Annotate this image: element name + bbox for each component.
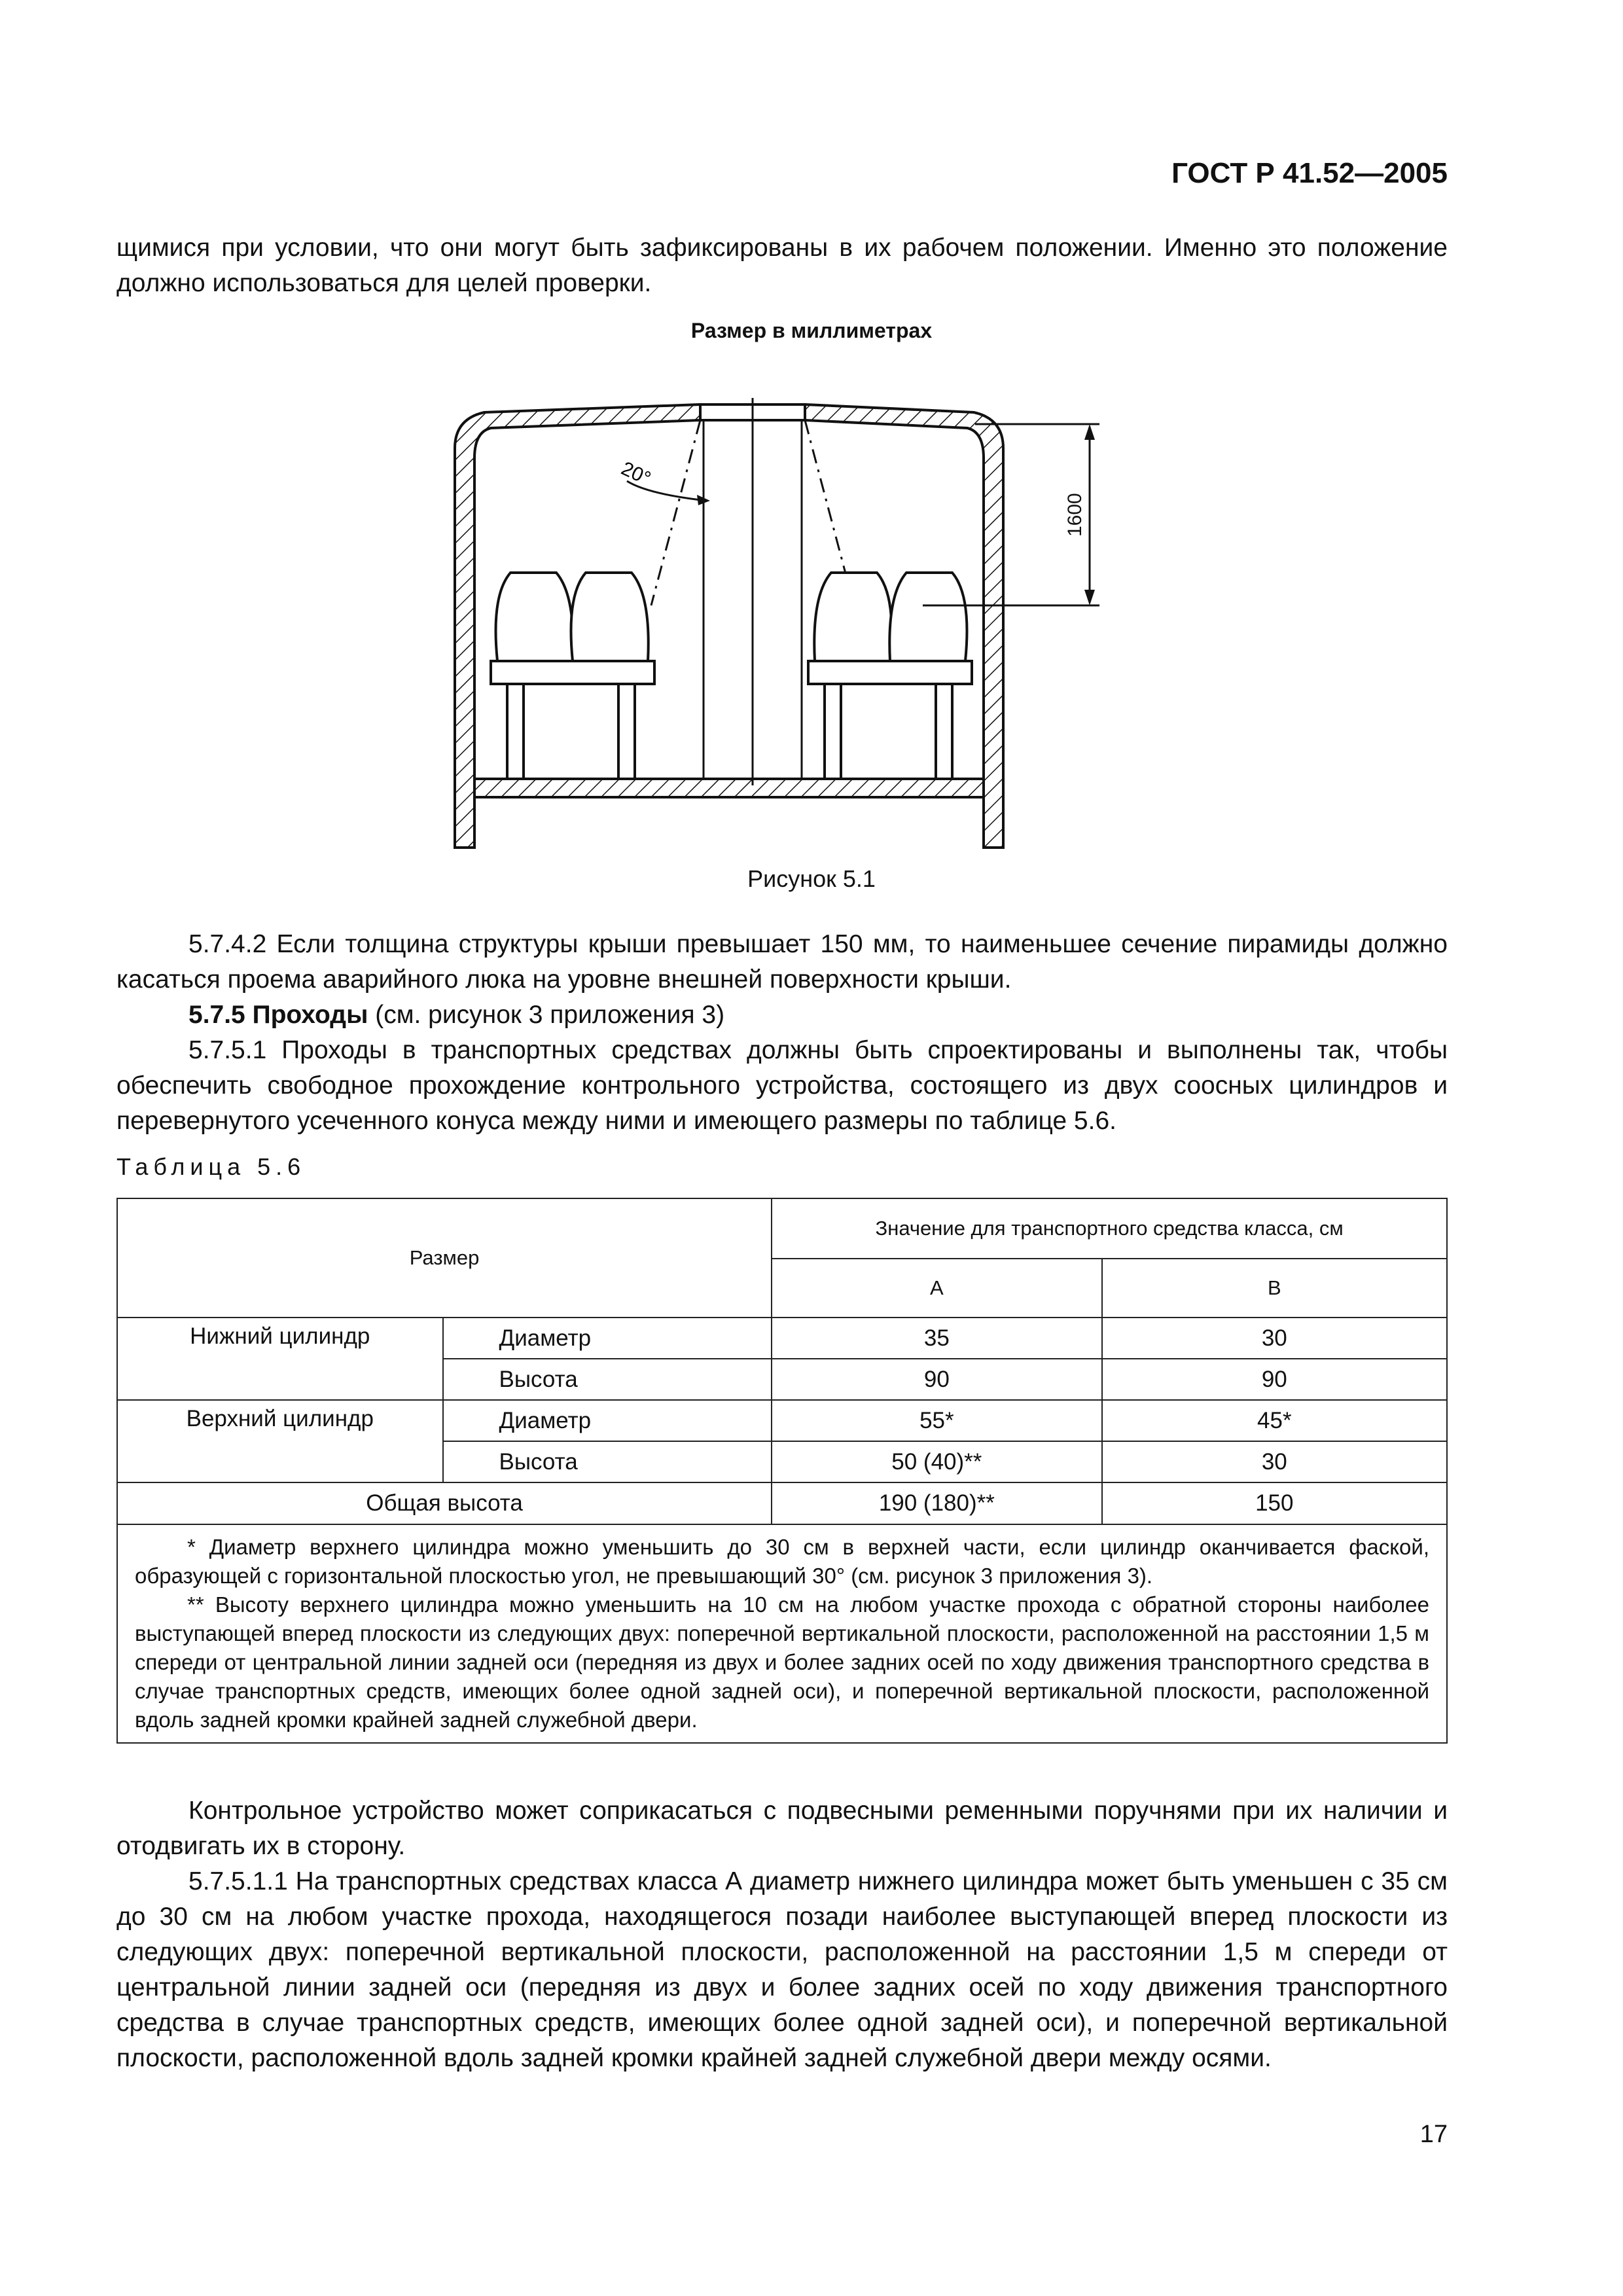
table-note-2: ** Высоту верхнего цилиндра можно уменьшить на 10 см на любом участке прохода с обратной стороны наиболее выступающей вперед плоскости из следующих двух: поперечной вертикальной плоскости, расположенной на расстоянии 1,5 м спереди от центральной линии задней оси (передняя из двух и более задних осей по ходу движения транспортного средства в случае транспортных средств, имеющих более одной задней оси), и поперечной вертикальной плоскости, расположенной вдоль задней кромки крайней задней служебной двери. [135, 1592, 1429, 1732]
table-notes [117, 1524, 1447, 1743]
row-value-a: 90 [772, 1359, 1101, 1400]
section-5-7-5-ref: (см. рисунок 3 приложения 3) [368, 1001, 725, 1029]
table-total-row [117, 1482, 1447, 1524]
table-label: Таблица 5.6 [116, 1153, 306, 1180]
row-value-a: 50 (40)** [772, 1441, 1101, 1482]
dimensions-table [116, 1198, 1448, 1744]
row-group: Нижний цилиндр [117, 1318, 443, 1400]
row-param: Диаметр [443, 1400, 772, 1441]
header-size: Размер [117, 1198, 772, 1318]
row-value-b: 45* [1102, 1400, 1447, 1441]
section-5-7-4-2: 5.7.4.2 Если толщина структуры крыши превышает 150 мм, то наименьшее сечение пирамиды должно касаться проема аварийного люка на уровне внешней поверхности крыши. [116, 930, 1448, 994]
section-5-7-5-1: 5.7.5.1 Проходы в транспортных средствах должны быть спроектированы и выполнены так, чтобы обеспечить свободное прохождение контрольного устройства, состоящего из двух соосных цилиндров и перевернутого усеченного конуса между ними и имеющего размеры по таблице 5.6. [116, 1036, 1448, 1135]
table-note-1: * Диаметр верхнего цилиндра можно уменьшить до 30 см в верхней части, если цилиндр оканчивается фаской, образующей с горизонтальной плоскостью угол, не превышающий 30° (см. рисунок 3 приложения 3). [135, 1535, 1429, 1588]
row-value-b: 30 [1102, 1441, 1447, 1482]
row-value-b: 90 [1102, 1359, 1447, 1400]
header-value: Значение для транспортного средства класса, см [772, 1198, 1447, 1259]
row-group: Верхний цилиндр [117, 1400, 443, 1482]
page-number: 17 [1419, 2121, 1448, 2148]
right-seat-pair [808, 573, 972, 779]
row-param: Высота [443, 1441, 772, 1482]
standard-code: ГОСТ Р 41.52—2005 [1171, 157, 1448, 189]
row-value-a: 35 [772, 1318, 1101, 1359]
figure-caption: Рисунок 5.1 [747, 865, 876, 892]
table-row [117, 1318, 1447, 1359]
total-value-a: 190 (180)** [772, 1482, 1101, 1524]
row-value-b: 30 [1102, 1318, 1447, 1359]
header-class-a: А [772, 1259, 1101, 1318]
left-seat-pair [491, 573, 654, 779]
angle-indicator [618, 457, 710, 505]
row-param: Диаметр [443, 1318, 772, 1359]
table-row [117, 1400, 1447, 1441]
after-table-paragraph-1: Контрольное устройство может соприкасаться с подвесными ременными поручнями при их наличии и отодвигать их в сторону. [116, 1797, 1448, 1860]
row-param: Высота [443, 1359, 772, 1400]
section-5-7-5-1-1: 5.7.5.1.1 На транспортных средствах класса А диаметр нижнего цилиндра может быть уменьшен с 35 см до 30 см на любом участке прохода, находящегося позади наиболее выступающей вперед плоскости из следующих двух: поперечной вертикальной плоскости, расположенной на расстоянии 1,5 м спереди от центральной линии задней оси (передняя из двух и более задних осей по ходу движения транспортного средства в случае транспортных средств, имеющих более одной задней оси), и поперечной вертикальной плоскости, расположенной вдоль задней кромки крайней задней служебной двери между осями. [116, 1867, 1448, 2072]
total-label: Общая высота [117, 1482, 772, 1524]
figure-unit-label: Размер в миллиметрах [690, 319, 933, 342]
table-notes-row [117, 1524, 1447, 1743]
total-value-b: 150 [1102, 1482, 1447, 1524]
row-value-a: 55* [772, 1400, 1101, 1441]
dimension-label: 1600 [1064, 493, 1086, 537]
section-5-7-5-title: 5.7.5 Проходы [188, 1001, 368, 1029]
intro-paragraph: щимися при условии, что они могут быть зафиксированы в их рабочем положении. Именно это положение должно использоваться для целей проверки. [116, 234, 1448, 297]
table-header-row [117, 1198, 1447, 1259]
header-class-b: В [1102, 1259, 1447, 1318]
bus-cross-section-figure [452, 380, 1119, 857]
angle-label: 20° [618, 457, 654, 490]
section-5-7-5-heading [116, 997, 1448, 1033]
